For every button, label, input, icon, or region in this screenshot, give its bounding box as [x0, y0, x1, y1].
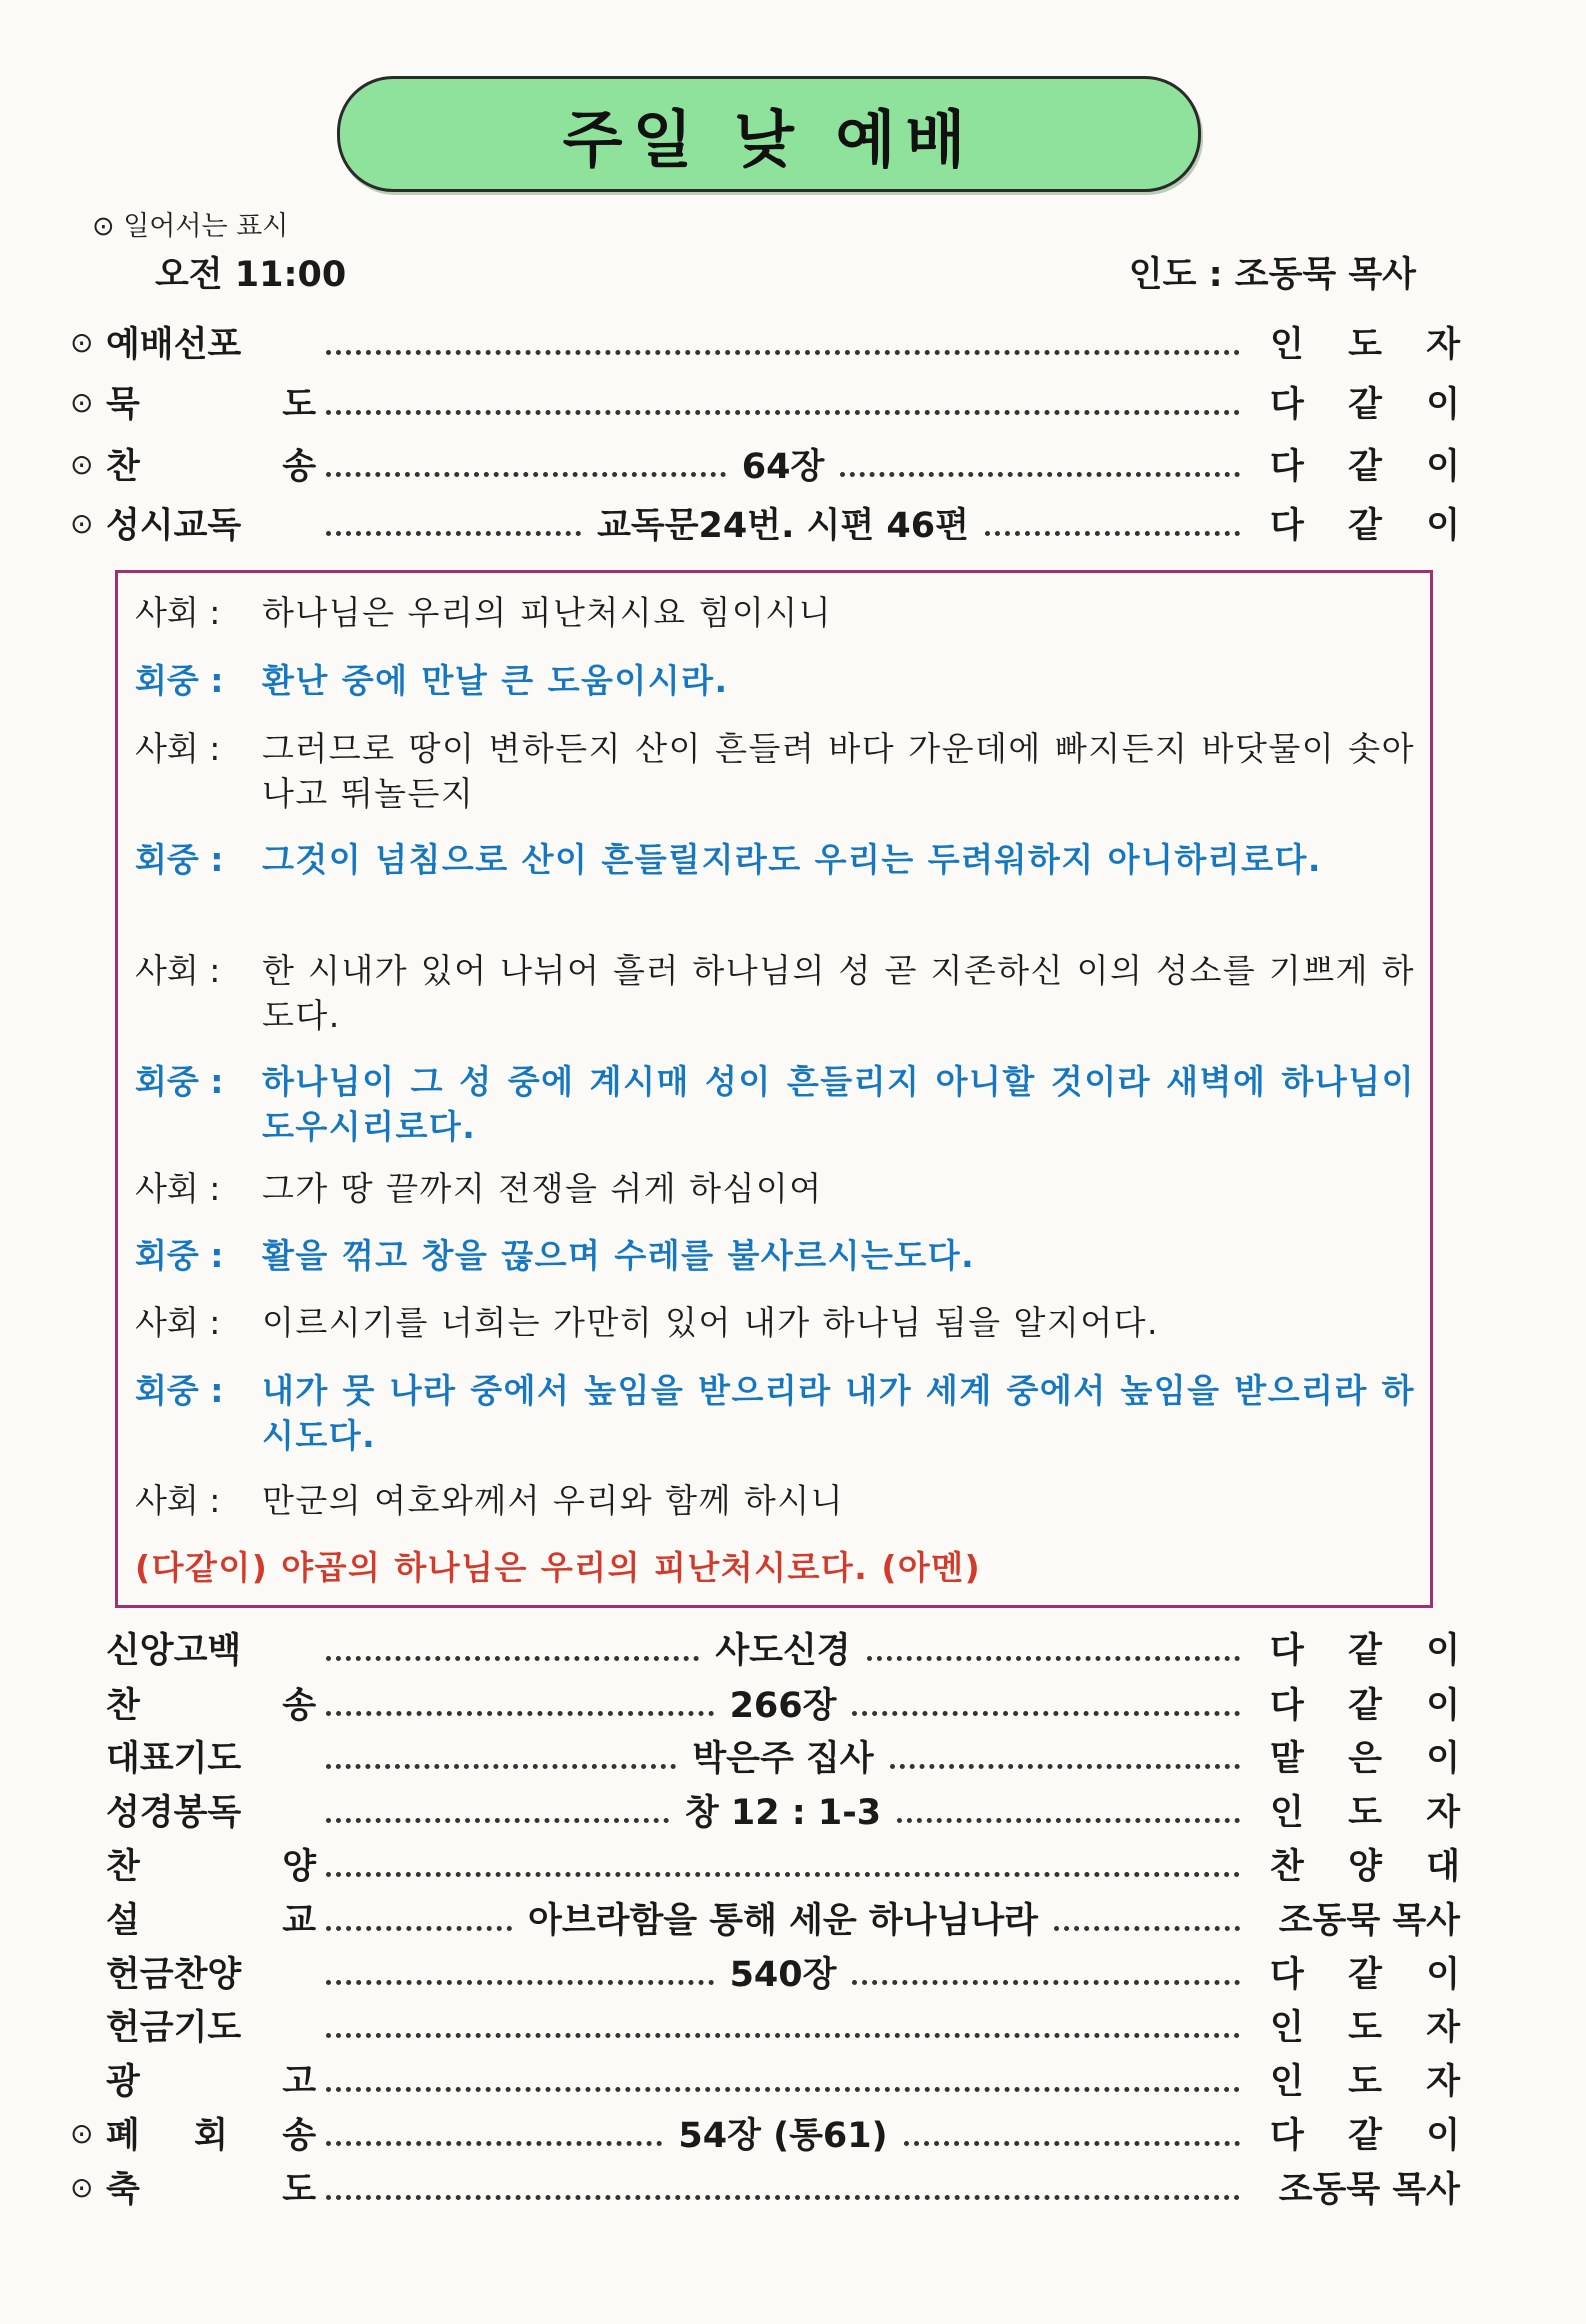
reading-text: 그가 땅 끝까지 전쟁을 쉬게 하심이여: [262, 1169, 823, 1208]
standing-mark-icon: ⊙: [70, 506, 94, 540]
reading-text: 하나님은 우리의 피난처시요 힘이시니: [262, 593, 833, 632]
reading-role: 회중 :: [135, 840, 224, 879]
dotted-leader: [840, 472, 1240, 477]
reading-role: 회중 :: [135, 1371, 224, 1410]
order-item: [70, 1946, 1460, 1998]
order-item: [70, 2107, 1460, 2159]
reading-text: (다같이) 야곱의 하나님은 우리의 피난처시로다. (아멘): [135, 1548, 982, 1587]
standing-note: ⊙ 일어서는 표시: [92, 211, 289, 242]
order-item-participant: 다 같 이: [1270, 2116, 1460, 2156]
order-item-detail: 266장: [729, 1686, 837, 1726]
page-title: 주일 낮 예배: [562, 102, 976, 176]
reading-text: 활을 꺾고 창을 끊으며 수레를 불사르시는도다.: [262, 1236, 976, 1275]
dotted-leader: [904, 2141, 1240, 2146]
dotted-leader: [326, 2033, 1240, 2038]
order-item-participant: 다 같 이: [1270, 1955, 1460, 1995]
dotted-leader: [326, 410, 1240, 415]
service-leader: 인도 : 조동묵 목사: [1128, 255, 1416, 295]
reading-role: 사회 :: [135, 593, 221, 632]
order-item-label: 폐 회 송: [106, 2116, 316, 2156]
standing-mark-icon: ⊙: [70, 385, 94, 419]
order-item-label: 신앙고백: [106, 1631, 242, 1671]
order-item-detail: 교독문24번. 시편 46편: [597, 506, 969, 546]
order-item: [70, 1838, 1460, 1890]
reading-role: 사회 :: [135, 1169, 221, 1208]
dotted-leader: [897, 1818, 1240, 1823]
reading-text: 그것이 넘침으로 산이 흔들릴지라도 우리는 두려워하지 아니하리로다.: [262, 840, 1322, 879]
order-item-label: 찬 송: [106, 1686, 316, 1726]
order-item-detail: 64장: [741, 447, 825, 487]
reading-role: 회중 :: [135, 1236, 224, 1275]
order-item-label: 광 고: [106, 2062, 316, 2102]
dotted-leader: [326, 2087, 1240, 2092]
order-item-label: 찬 송: [106, 447, 316, 487]
dotted-leader: [985, 531, 1240, 536]
congregation-line: [135, 837, 1415, 882]
order-item: [70, 1892, 1460, 1944]
order-item-participant: 다 같 이: [1270, 1631, 1460, 1671]
order-item: [70, 316, 1460, 368]
dotted-leader: [326, 1764, 676, 1769]
dotted-leader: [326, 2195, 1240, 2200]
order-item: [70, 1677, 1460, 1729]
service-time: 오전 11:00: [155, 255, 347, 295]
order-item: [70, 1999, 1460, 2051]
dotted-leader: [852, 1980, 1240, 1985]
order-item-label: 헌금기도: [106, 2008, 242, 2048]
order-item-label: 묵 도: [106, 385, 316, 425]
order-item: [70, 1622, 1460, 1674]
reading-text: 이르시기를 너희는 가만히 있어 내가 하나님 됨을 알지어다.: [262, 1303, 1159, 1342]
order-item: [70, 438, 1460, 490]
order-item-label: 성시교독: [106, 506, 242, 546]
title-banner: [337, 76, 1201, 192]
dotted-leader: [326, 1926, 512, 1931]
reading-text: 그러므로 땅이 변하든지 산이 흔들려 바다 가운데에 빠지든지 바닷물이 솟아나고 뛰놀든지: [262, 729, 1415, 813]
dotted-leader: [326, 1818, 669, 1823]
dotted-leader: [1054, 1926, 1240, 1931]
order-item-participant: 인 도 자: [1270, 325, 1460, 365]
dotted-leader: [326, 1656, 699, 1661]
standing-mark-icon: ⊙: [70, 325, 94, 359]
order-item-participant: 찬 양 대: [1270, 1847, 1460, 1887]
unison-line: [135, 1545, 1415, 1590]
order-item-participant: 다 같 이: [1270, 447, 1460, 487]
order-item-label: 대표기도: [106, 1739, 242, 1779]
reading-role: 사회 :: [135, 951, 221, 990]
reading-text: 내가 뭇 나라 중에서 높임을 받으리라 내가 세계 중에서 높임을 받으리라 하시도다.: [262, 1371, 1415, 1455]
order-item-participant: 다 같 이: [1270, 1686, 1460, 1726]
order-item-participant: 인 도 자: [1270, 2062, 1460, 2102]
order-item-participant: 조동묵 목사: [1278, 1901, 1460, 1941]
congregation-line: [135, 658, 1415, 703]
congregation-line: [135, 1233, 1415, 1278]
order-item: [70, 497, 1460, 549]
dotted-leader: [326, 531, 581, 536]
reading-role: 회중 :: [135, 661, 224, 700]
order-item-label: 축 도: [106, 2170, 316, 2210]
order-item-detail: 박은주 집사: [692, 1739, 874, 1779]
order-item-participant: 인 도 자: [1270, 1793, 1460, 1833]
leader-line: [135, 1300, 1415, 1345]
order-item-participant: 인 도 자: [1270, 2008, 1460, 2048]
dotted-leader: [326, 2141, 662, 2146]
order-item-participant: 다 같 이: [1270, 506, 1460, 546]
order-item: [70, 2053, 1460, 2105]
standing-mark-icon: ⊙: [70, 2170, 94, 2204]
dotted-leader: [867, 1656, 1240, 1661]
dotted-leader: [852, 1711, 1240, 1716]
reading-role: 회중 :: [135, 1062, 224, 1101]
order-item: [70, 1784, 1460, 1836]
dotted-leader: [326, 1711, 714, 1716]
order-item-label: 헌금찬양: [106, 1955, 242, 1995]
dotted-leader: [326, 1980, 714, 1985]
order-item-detail: 54장 (통61): [678, 2116, 888, 2156]
order-item-label: 예배선포: [106, 325, 242, 365]
dotted-leader: [326, 1872, 1240, 1877]
order-item-label: 성경봉독: [106, 1793, 242, 1833]
order-item: [70, 376, 1460, 428]
order-item-label: 설 교: [106, 1901, 316, 1941]
leader-line: [135, 590, 1415, 635]
reading-text: 만군의 여호와께서 우리와 함께 하시니: [262, 1481, 845, 1520]
order-item-label: 찬 양: [106, 1847, 316, 1887]
dotted-leader: [326, 350, 1240, 355]
order-item-participant: 맡 은 이: [1270, 1739, 1460, 1779]
reading-role: 사회 :: [135, 1303, 221, 1342]
order-item-detail: 540장: [729, 1955, 837, 1995]
order-item-detail: 아브라함을 통해 세운 하나님나라: [528, 1901, 1038, 1941]
standing-mark-icon: ⊙: [70, 447, 94, 481]
dotted-leader: [326, 472, 726, 477]
congregation-line: [135, 1059, 1415, 1149]
reading-text: 한 시내가 있어 나뉘어 흘러 하나님의 성 곧 지존하신 이의 성소를 기쁘게 하도다.: [262, 951, 1415, 1035]
standing-mark-icon: ⊙: [70, 2116, 94, 2150]
reading-text: 하나님이 그 성 중에 계시매 성이 흔들리지 아니할 것이라 새벽에 하나님이 도우시리로다.: [262, 1062, 1415, 1146]
leader-line: [135, 948, 1415, 1038]
order-item-participant: 조동묵 목사: [1278, 2170, 1460, 2210]
leader-line: [135, 1478, 1415, 1523]
reading-role: 사회 :: [135, 1481, 221, 1520]
leader-line: [135, 1166, 1415, 1211]
congregation-line: [135, 1368, 1415, 1458]
dotted-leader: [890, 1764, 1240, 1769]
leader-line: [135, 726, 1415, 816]
order-item-participant: 다 같 이: [1270, 385, 1460, 425]
order-item: [70, 2161, 1460, 2213]
order-item-detail: 창 12 : 1-3: [684, 1793, 882, 1833]
reading-role: 사회 :: [135, 729, 221, 768]
reading-text: 환난 중에 만날 큰 도움이시라.: [262, 661, 729, 700]
order-item-detail: 사도신경: [715, 1631, 851, 1671]
order-item: [70, 1730, 1460, 1782]
